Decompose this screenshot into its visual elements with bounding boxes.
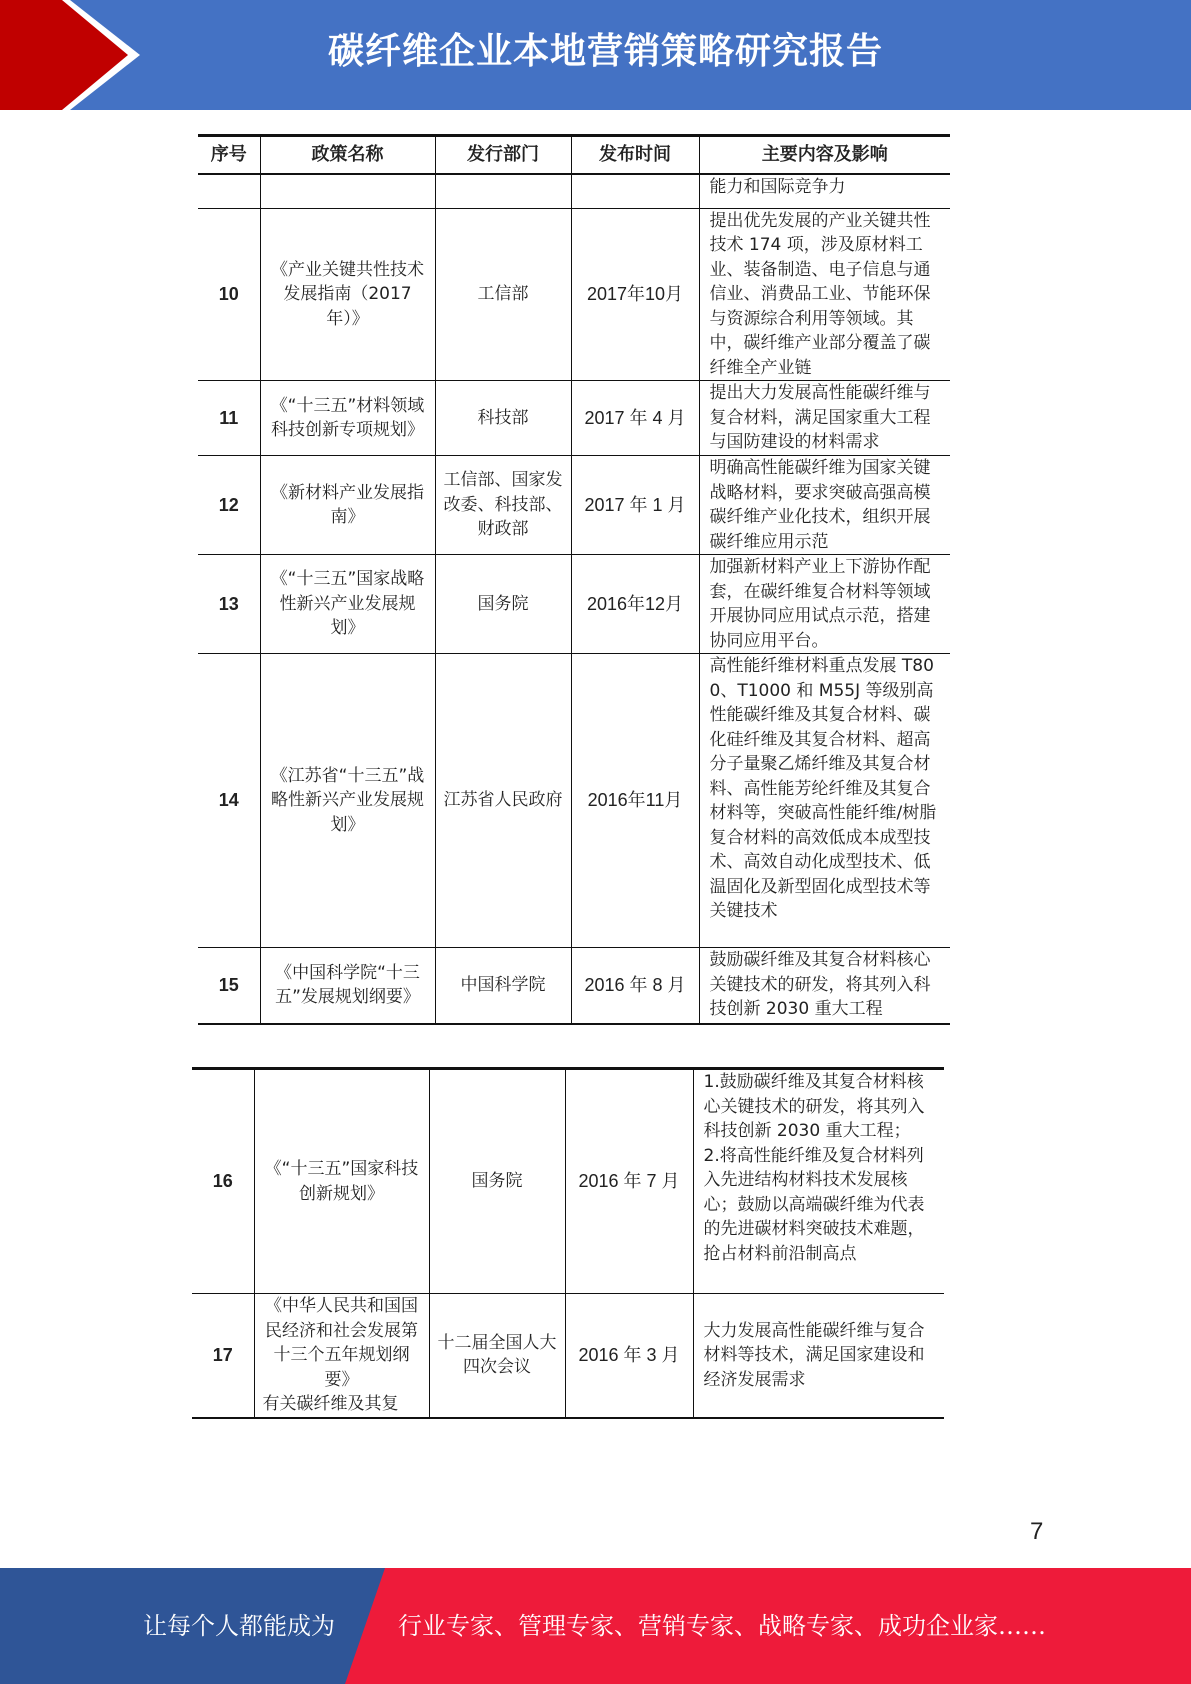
row-no: 12 — [198, 456, 260, 555]
table-row — [198, 208, 950, 381]
row-no: 14 — [198, 654, 260, 948]
issuing-dept: 江苏省人民政府 — [435, 654, 571, 948]
policy-name-extra: 有关碳纤维及其复 — [262, 1394, 399, 1414]
table-row — [192, 1069, 944, 1294]
policy-name: 《中国科学院“十三五”发展规划纲要》 — [260, 948, 435, 1024]
row-no: 15 — [198, 948, 260, 1024]
table-row — [198, 948, 950, 1024]
content-point-2: 2.将高性能纤维及复合材料列入先进结构材料技术发展核心；鼓励以高端碳纤维为代表的先进碳材料突破技术难题，抢占材料前沿制高点 — [703, 1145, 925, 1264]
publish-date: 2016年11月 — [571, 654, 699, 948]
issuing-dept: 国务院 — [429, 1069, 565, 1294]
policy-content: 大力发展高性能碳纤维与复合材料等技术，满足国家建设和经济发展需求 — [693, 1294, 944, 1418]
policy-name: 《“十三五”材料领域科技创新专项规划》 — [260, 381, 435, 456]
policy-content — [693, 1069, 944, 1294]
table-header-row — [198, 136, 950, 175]
row-no: 11 — [198, 381, 260, 456]
col-header-no: 序号 — [198, 136, 260, 175]
policy-name — [254, 1294, 429, 1418]
col-header-dept: 发行部门 — [435, 136, 571, 175]
issuing-dept: 工信部 — [435, 208, 571, 381]
policy-content: 鼓励碳纤维及其复合材料核心关键技术的研发，将其列入科技创新 2030 重大工程 — [699, 948, 950, 1024]
policy-name: 《新材料产业发展指南》 — [260, 456, 435, 555]
col-header-content: 主要内容及影响 — [699, 136, 950, 175]
policy-name: 《“十三五”国家科技创新规划》 — [254, 1069, 429, 1294]
issuing-dept: 工信部、国家发改委、科技部、财政部 — [435, 456, 571, 555]
table-row — [198, 555, 950, 654]
policy-name: 《“十三五”国家战略性新兴产业发展规划》 — [260, 555, 435, 654]
table-row — [198, 654, 950, 948]
issuing-dept: 十二届全国人大四次会议 — [429, 1294, 565, 1418]
policy-content: 提出优先发展的产业关键共性技术 174 项，涉及原材料工业、装备制造、电子信息与通信业、消费品工业、节能环保与资源综合利用等领域。其中，碳纤维产业部分覆盖了碳纤维全产业链 — [699, 208, 950, 381]
publish-date: 2016 年 7 月 — [565, 1069, 693, 1294]
table-row-continuation — [198, 174, 950, 208]
policy-table-continued — [192, 1067, 944, 1419]
row-no: 13 — [198, 555, 260, 654]
policy-content: 高性能纤维材料重点发展 T800、T1000 和 M55J 等级别高性能碳纤维及其复合材料、碳化硅纤维及其复合材料、超高分子量聚乙烯纤维及其复合材料、高性能芳纶纤维及其复合材料等，突破高性能纤维/树脂复合材料的高效低成本成型技术、高效自动化成型技术、低温固化及新型固化成型技术等关键技术 — [699, 654, 950, 948]
publish-date: 2017 年 4 月 — [571, 381, 699, 456]
policy-name-main: 《中华人民共和国国民经济和社会发展第十三个五年规划纲要》 — [265, 1296, 418, 1390]
row-no: 10 — [198, 208, 260, 381]
report-title: 碳纤维企业本地营销策略研究报告 — [327, 31, 883, 72]
policy-table — [198, 134, 950, 1025]
row-no: 16 — [192, 1069, 254, 1294]
policy-content: 加强新材料产业上下游协作配套，在碳纤维复合材料等领域开展协同应用试点示范，搭建协同应用平台。 — [699, 555, 950, 654]
footer-slogan-right: 行业专家、管理专家、营销专家、战略专家、成功企业家…… — [398, 1612, 1046, 1640]
policy-content: 明确高性能碳纤维为国家关键战略材料，要求突破高强高模碳纤维产业化技术，组织开展碳纤维应用示范 — [699, 456, 950, 555]
page-number: 7 — [1030, 1518, 1044, 1545]
col-header-name: 政策名称 — [260, 136, 435, 175]
publish-date: 2017年10月 — [571, 208, 699, 381]
publish-date: 2016 年 3 月 — [565, 1294, 693, 1418]
footer-slogan-left: 让每个人都能成为 — [143, 1612, 335, 1640]
policy-name: 《江苏省“十三五”战略性新兴产业发展规划》 — [260, 654, 435, 948]
issuing-dept: 中国科学院 — [435, 948, 571, 1024]
content-point-1: 1.鼓励碳纤维及其复合材料核心关键技术的研发，将其列入科技创新 2030 重大工程； — [703, 1072, 925, 1141]
issuing-dept: 国务院 — [435, 555, 571, 654]
page-footer — [0, 1568, 1191, 1684]
row-no: 17 — [192, 1294, 254, 1418]
table-row — [198, 381, 950, 456]
continuation-text: 能力和国际竞争力 — [699, 174, 950, 208]
policy-name: 《产业关键共性技术发展指南（2017年）》 — [260, 208, 435, 381]
table-row — [198, 456, 950, 555]
page-header — [0, 0, 1191, 110]
issuing-dept: 科技部 — [435, 381, 571, 456]
col-header-date: 发布时间 — [571, 136, 699, 175]
publish-date: 2017 年 1 月 — [571, 456, 699, 555]
table-row — [192, 1294, 944, 1418]
policy-content: 提出大力发展高性能碳纤维与复合材料，满足国家重大工程与国防建设的材料需求 — [699, 381, 950, 456]
publish-date: 2016 年 8 月 — [571, 948, 699, 1024]
publish-date: 2016年12月 — [571, 555, 699, 654]
